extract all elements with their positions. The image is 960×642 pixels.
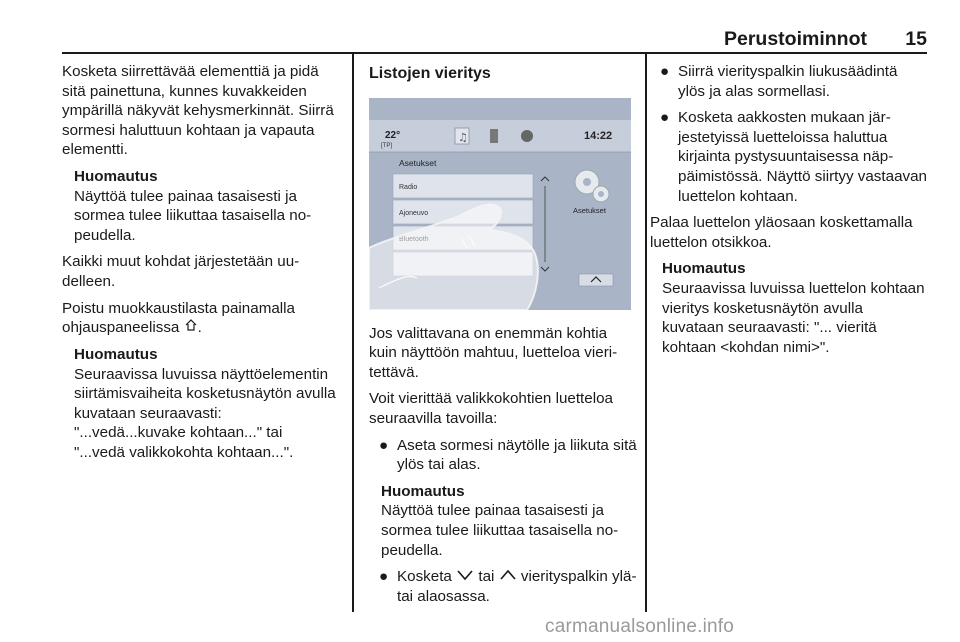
note-title: Huomautus: [74, 167, 158, 185]
paragraph: Voit vierittää valikkokohtien luetteloa seuraavilla tavoilla:: [369, 390, 613, 427]
chevron-up-icon: [499, 567, 517, 587]
bullet-text: Kosketa aakkosten mukaan järjestetyissä luetteloissa haluttua kirjainta pystysuuntaisessa näppäimistössä. Näyttö siirtyy vastaavan luettelon kohtaan.: [678, 109, 927, 205]
note-body: Seuraavissa luvuissa näyttöelementin siirtämisvaiheita kosketusnäytön avulla kuvataan seuraavasti:: [74, 365, 336, 422]
note-title: Huomautus: [74, 345, 158, 363]
paragraph: Kosketa siirrettävää elementtiä ja pidä sitä painettuna, kunnes kuvakkeiden ympärillä näkyvät kehysmerkinnät. Siirrä sormesi haluttuun kohtaan ja vapauta elementti.: [62, 63, 334, 159]
chevron-down-icon: [456, 567, 474, 587]
header-rule: [62, 52, 927, 54]
bullet-dot: ●: [379, 436, 389, 454]
tp-label: [TP]: [381, 142, 393, 149]
note-box: [381, 482, 637, 560]
section-title: Listojen vieritys: [369, 65, 491, 82]
watermark: carmanualsonline.info: [545, 616, 735, 637]
paragraph-text: Poistu muokkaustilasta painamalla ohjauspaneelissa: [62, 299, 295, 337]
bullet-text: vierityspalkin ylä- tai alaosassa.: [397, 568, 637, 605]
paragraph: Jos valittavana on enemmän kohtia kuin näyttöön mahtuu, luetteloa vieritettävä.: [369, 324, 618, 381]
svg-text:♫: ♫: [458, 130, 468, 144]
music-icon: [455, 128, 469, 144]
bullet-text: Aseta sormesi näytölle ja liikuta sitä ylös tai alas.: [397, 436, 637, 474]
column-1: [62, 62, 344, 469]
clock-label: 14:22: [584, 129, 613, 142]
bullet-item: [650, 62, 928, 101]
chevron-up-button: [579, 274, 613, 286]
note-title: Huomautus: [381, 482, 465, 500]
paragraph: Kaikki muut kohdat järjestetään uudelleen.: [62, 253, 300, 290]
bullet-item: [369, 567, 637, 606]
svg-text:Radio: Radio: [399, 183, 418, 191]
note-box: [74, 345, 344, 463]
menu-title: Asetukset: [399, 157, 437, 168]
note-title: Huomautus: [662, 260, 746, 278]
paragraph: Palaa luettelon yläosaan koskettamalla luettelon otsikkoa.: [650, 214, 913, 251]
column-divider-1: [352, 54, 354, 612]
temperature-label: 22°: [385, 129, 401, 141]
bullet-item: [650, 108, 928, 206]
navigation-icon: [521, 130, 533, 142]
bullet-text: Siirrä vierityspalkin liukusäädintä ylös ja alas sormellasi.: [678, 63, 898, 100]
svg-text:Ajoneuvo: Ajoneuvo: [399, 209, 429, 217]
note-body: Näyttöä tulee painaa tasaisesti ja sormea tulee liikuttaa tasaisella nopeudella.: [381, 502, 619, 559]
column-divider-2: [645, 54, 647, 612]
chapter-title: Perustoiminnot: [723, 28, 867, 50]
note-body: Seuraavissa luvuissa luettelon kohtaan vieritys kosketusnäytön avulla kuvataan seuraavasti: "... vieritä kohtaan <kohdan nimi>".: [662, 279, 925, 356]
page-header: [62, 28, 927, 50]
home-back-icon: [184, 318, 198, 338]
bullet-dot: ●: [660, 63, 670, 80]
bullet-item: [369, 436, 637, 475]
paragraph-end: .: [197, 319, 202, 337]
bullet-text: tai: [478, 568, 495, 586]
note-body: Näyttöä tulee painaa tasaisesti ja sormea tulee liikuttaa tasaisella nopeudella.: [74, 187, 312, 244]
touchscreen-figure: [369, 98, 631, 310]
paragraph: [62, 299, 344, 338]
note-box: [74, 167, 344, 245]
note-body-line: "...vedä...kuvake kohtaan..." tai: [74, 424, 283, 442]
screen-illustration: [369, 98, 631, 310]
phone-icon: [490, 129, 498, 143]
bullet-dot: ●: [660, 109, 670, 127]
note-box: [662, 259, 928, 357]
list-item: [393, 174, 533, 198]
side-label: Asetukset: [573, 205, 606, 215]
column-3: [650, 62, 928, 364]
bullet-text: Kosketa: [397, 568, 452, 586]
page-number: 15: [905, 28, 927, 50]
note-body-line: "...vedä valikkokohta kohtaan...".: [74, 443, 294, 461]
column-2: [369, 62, 637, 614]
bullet-dot: ●: [379, 568, 389, 586]
